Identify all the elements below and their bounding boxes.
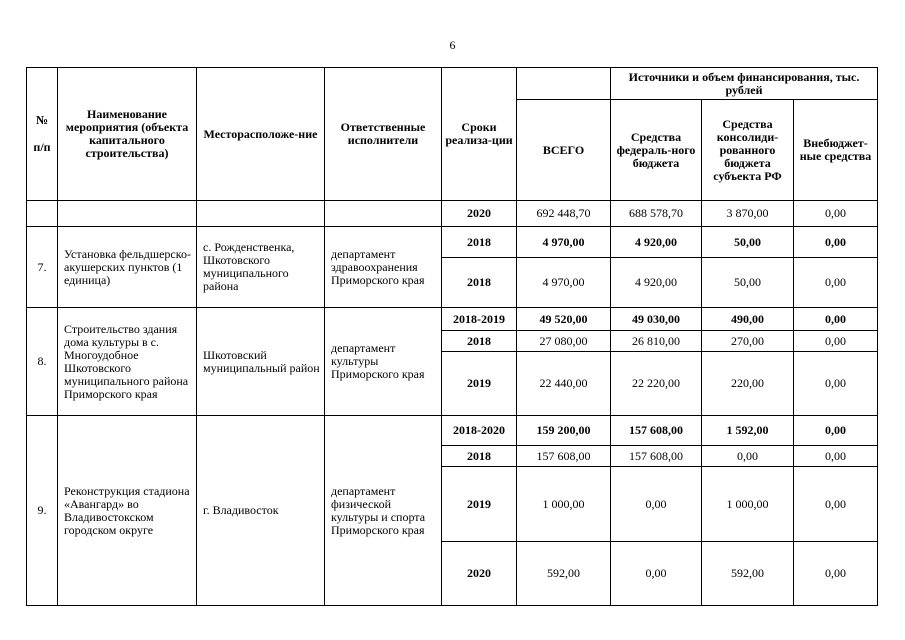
cell-period: 2018 xyxy=(442,331,517,352)
cell-regional: 50,00 xyxy=(702,227,794,258)
cell-total: 592,00 xyxy=(517,542,611,606)
cell-empty xyxy=(27,201,58,227)
item-name: Установка фельдшерско-акушерских пунктов (1 единица) xyxy=(58,227,197,308)
header-row-1 xyxy=(27,68,878,100)
header-num xyxy=(27,68,58,201)
cell-regional: 220,00 xyxy=(702,352,794,416)
item-name: Строительство здания дома культуры в с. Многоудобное Шкотовского муниципального района Приморского края xyxy=(58,308,197,416)
cell-extra: 0,00 xyxy=(794,467,878,542)
cell-total: 22 440,00 xyxy=(517,352,611,416)
cell-federal: 157 608,00 xyxy=(611,446,702,467)
cell-extra: 0,00 xyxy=(794,331,878,352)
cell-regional: 50,00 xyxy=(702,258,794,308)
header-period: Сроки реализа-ции xyxy=(442,68,517,201)
cell-federal: 157 608,00 xyxy=(611,416,702,446)
cell-period: 2018 xyxy=(442,227,517,258)
table-row xyxy=(27,308,878,331)
cell-extra: 0,00 xyxy=(794,258,878,308)
header-total: ВСЕГО xyxy=(517,100,611,201)
financing-table xyxy=(26,67,878,606)
header-total-top xyxy=(517,68,611,100)
cell-extra: 0,00 xyxy=(794,308,878,331)
cell-total: 692 448,70 xyxy=(517,201,611,227)
cell-period: 2018 xyxy=(442,446,517,467)
item-location: г. Владивосток xyxy=(197,416,325,606)
header-executors: Ответственные исполнители xyxy=(325,68,442,201)
header-regional: Средства консолиди-рованного бюджета субъекта РФ xyxy=(702,100,794,201)
item-location: Шкотовский муниципальный район xyxy=(197,308,325,416)
cell-extra: 0,00 xyxy=(794,201,878,227)
cell-federal: 4 920,00 xyxy=(611,258,702,308)
cell-federal: 688 578,70 xyxy=(611,201,702,227)
cell-federal: 0,00 xyxy=(611,467,702,542)
cell-extra: 0,00 xyxy=(794,446,878,467)
cell-period: 2018 xyxy=(442,258,517,308)
cell-period: 2019 xyxy=(442,352,517,416)
cell-extra: 0,00 xyxy=(794,352,878,416)
item-name: Реконструкция стадиона «Авангард» во Владивостокском городском округе xyxy=(58,416,197,606)
item-number: 9. xyxy=(27,416,58,606)
cell-federal: 0,00 xyxy=(611,542,702,606)
cell-extra: 0,00 xyxy=(794,416,878,446)
cell-federal: 26 810,00 xyxy=(611,331,702,352)
cell-empty xyxy=(197,201,325,227)
cell-period: 2020 xyxy=(442,542,517,606)
cell-regional: 1 592,00 xyxy=(702,416,794,446)
cell-regional: 1 000,00 xyxy=(702,467,794,542)
cell-federal: 49 030,00 xyxy=(611,308,702,331)
cell-extra: 0,00 xyxy=(794,227,878,258)
cell-total: 157 608,00 xyxy=(517,446,611,467)
cell-total: 27 080,00 xyxy=(517,331,611,352)
table-row xyxy=(27,201,878,227)
table-row xyxy=(27,416,878,446)
cell-regional: 592,00 xyxy=(702,542,794,606)
header-federal: Средства федераль-ного бюджета xyxy=(611,100,702,201)
cell-period: 2020 xyxy=(442,201,517,227)
cell-total: 49 520,00 xyxy=(517,308,611,331)
header-sources-group: Источники и объем финансирования, тыс. рублей xyxy=(611,68,878,100)
header-num-label: № xyxy=(35,113,49,127)
cell-regional: 490,00 xyxy=(702,308,794,331)
cell-total: 1 000,00 xyxy=(517,467,611,542)
cell-federal: 4 920,00 xyxy=(611,227,702,258)
item-number: 7. xyxy=(27,227,58,308)
cell-regional: 3 870,00 xyxy=(702,201,794,227)
table-row xyxy=(27,227,878,258)
header-name: Наименование мероприятия (объекта капитального строительства) xyxy=(58,68,197,201)
item-number: 8. xyxy=(27,308,58,416)
cell-period: 2019 xyxy=(442,467,517,542)
page-number: 6 xyxy=(449,38,456,52)
header-location: Месторасположе-ние xyxy=(197,68,325,201)
cell-federal: 22 220,00 xyxy=(611,352,702,416)
header-num-sub: п/п xyxy=(33,140,51,154)
item-location: с. Рожденственка, Шкотовского муниципального района xyxy=(197,227,325,308)
cell-extra: 0,00 xyxy=(794,542,878,606)
cell-total: 159 200,00 xyxy=(517,416,611,446)
cell-total: 4 970,00 xyxy=(517,227,611,258)
item-executor: департамент физической культуры и спорта Приморского края xyxy=(325,416,442,606)
cell-period: 2018-2019 xyxy=(442,308,517,331)
cell-empty xyxy=(58,201,197,227)
header-extra: Внебюджет-ные средства xyxy=(794,100,878,201)
cell-period: 2018-2020 xyxy=(442,416,517,446)
cell-regional: 270,00 xyxy=(702,331,794,352)
item-executor: департамент культуры Приморского края xyxy=(325,308,442,416)
cell-regional: 0,00 xyxy=(702,446,794,467)
cell-empty xyxy=(325,201,442,227)
item-executor: департамент здравоохранения Приморского края xyxy=(325,227,442,308)
cell-total: 4 970,00 xyxy=(517,258,611,308)
